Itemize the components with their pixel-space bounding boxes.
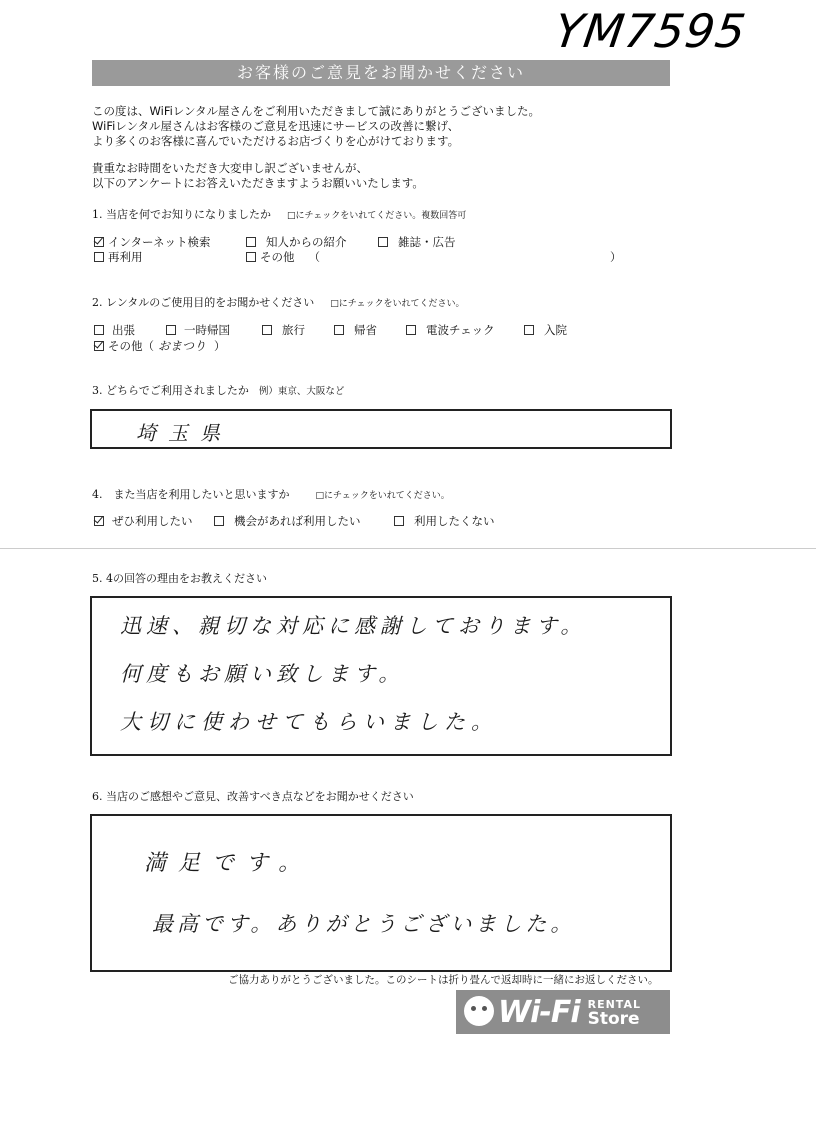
- q4-option[interactable]: ぜひ利用したい: [94, 513, 193, 529]
- logo-rental-store: RENTAL Store: [587, 998, 641, 1029]
- q2-option[interactable]: 一時帰国: [166, 322, 230, 338]
- q1-other-close: ）: [610, 250, 622, 264]
- q1-option[interactable]: 再利用: [94, 249, 143, 265]
- q4-question: 4. また当店を利用したいと思いますか: [92, 488, 290, 501]
- form-title-bar: お客様のご意見をお聞かせください: [92, 60, 670, 86]
- q2-option[interactable]: 電波チェック: [406, 322, 495, 338]
- q4-checkbox[interactable]: [214, 516, 224, 526]
- q1-checkbox[interactable]: [246, 252, 256, 262]
- intro-line: WiFiレンタル屋さんはお客様のご意見を迅速にサービスの改善に繋げ、: [92, 119, 460, 133]
- q6-answer-line: 最高です。ありがとうございました。: [152, 912, 576, 936]
- q2-checkbox[interactable]: [334, 325, 344, 335]
- q1-label: [92, 206, 466, 222]
- q5-answer-line: 大切に使わせてもらいました。: [120, 710, 498, 734]
- q4-checkbox-checked[interactable]: [94, 516, 104, 526]
- q2-option[interactable]: 旅行: [262, 322, 305, 338]
- q2-checkbox[interactable]: [524, 325, 534, 335]
- q1-option[interactable]: その他 （: [246, 249, 320, 265]
- intro-line: 以下のアンケートにお答えいただきますようお願いいたします。: [92, 176, 424, 190]
- q4-note: □にチェックをいれてください。: [315, 491, 450, 501]
- q2-checkbox[interactable]: [94, 325, 104, 335]
- fold-line: [0, 548, 816, 549]
- q3-example: 例）東京、大阪など: [258, 386, 345, 397]
- intro-line: この度は、WiFiレンタル屋さんをご利用いただきまして誠にありがとうございました。: [92, 104, 541, 118]
- q3-answer-box[interactable]: [90, 409, 672, 449]
- q1-option[interactable]: インターネット検索: [94, 234, 210, 250]
- q1-option[interactable]: 雑誌・広告: [378, 234, 456, 250]
- q3-label: [92, 382, 344, 398]
- q3-answer: 埼玉県: [136, 421, 232, 445]
- q6-label: 6. 当店のご感想やご意見、改善すべき点などをお聞かせください: [92, 790, 414, 803]
- q2-checkbox-checked[interactable]: [94, 341, 104, 351]
- q2-option[interactable]: 帰省: [334, 322, 377, 338]
- q6-answer-line: 満足です。: [144, 851, 313, 876]
- q5-answer-line: 迅速、親切な対応に感謝しております。: [120, 614, 587, 638]
- footer-note: ご協力ありがとうございました。このシートは折り畳んで返却時に一緒にお返しください。: [228, 974, 659, 986]
- q1-option[interactable]: 知人からの紹介: [246, 234, 347, 250]
- q2-question: 2. レンタルのご使用目的をお聞かせください: [92, 296, 315, 309]
- q4-label: [92, 486, 450, 502]
- q1-note: □にチェックをいれてください。複数回答可: [287, 211, 467, 221]
- q1-checkbox-checked[interactable]: [94, 237, 104, 247]
- intro-line: 貴重なお時間をいただき大変申し訳ございませんが、: [92, 161, 368, 175]
- q1-checkbox[interactable]: [94, 252, 104, 262]
- q1-checkbox[interactable]: [378, 237, 388, 247]
- intro-line: より多くのお客様に喜んでいただけるお店づくりを心がけております。: [92, 134, 460, 148]
- q2-option[interactable]: その他 （ おまつり ）: [94, 337, 226, 354]
- q1-checkbox[interactable]: [246, 237, 256, 247]
- q5-answer-box[interactable]: [90, 596, 672, 756]
- q2-checkbox[interactable]: [262, 325, 272, 335]
- q5-label: 5. 4の回答の理由をお教えください: [92, 572, 267, 585]
- q4-option[interactable]: 機会があれば利用したい: [214, 513, 361, 529]
- q5-answer-line: 何度もお願い致します。: [120, 662, 405, 686]
- q2-checkbox[interactable]: [406, 325, 416, 335]
- q4-checkbox[interactable]: [394, 516, 404, 526]
- wifi-rental-store-logo: [456, 990, 670, 1034]
- q2-option[interactable]: 入院: [524, 322, 567, 338]
- q6-answer-box[interactable]: [90, 814, 672, 972]
- scan-id-handwritten: YM7595: [551, 4, 750, 58]
- mascot-icon: [464, 996, 494, 1026]
- intro-text: [92, 104, 540, 191]
- q2-note: □にチェックをいれてください。: [330, 299, 465, 309]
- q1-question: 1. 当店を何でお知りになりましたか: [92, 208, 271, 221]
- q4-option[interactable]: 利用したくない: [394, 513, 495, 529]
- logo-wifi-text: Wi-Fi: [498, 994, 580, 1030]
- q2-option[interactable]: 出張: [94, 322, 135, 338]
- q2-other-answer: おまつり: [158, 339, 207, 353]
- q2-checkbox[interactable]: [166, 325, 176, 335]
- q3-question: 3. どちらでご利用されましたか: [92, 384, 249, 397]
- q2-label: [92, 294, 465, 310]
